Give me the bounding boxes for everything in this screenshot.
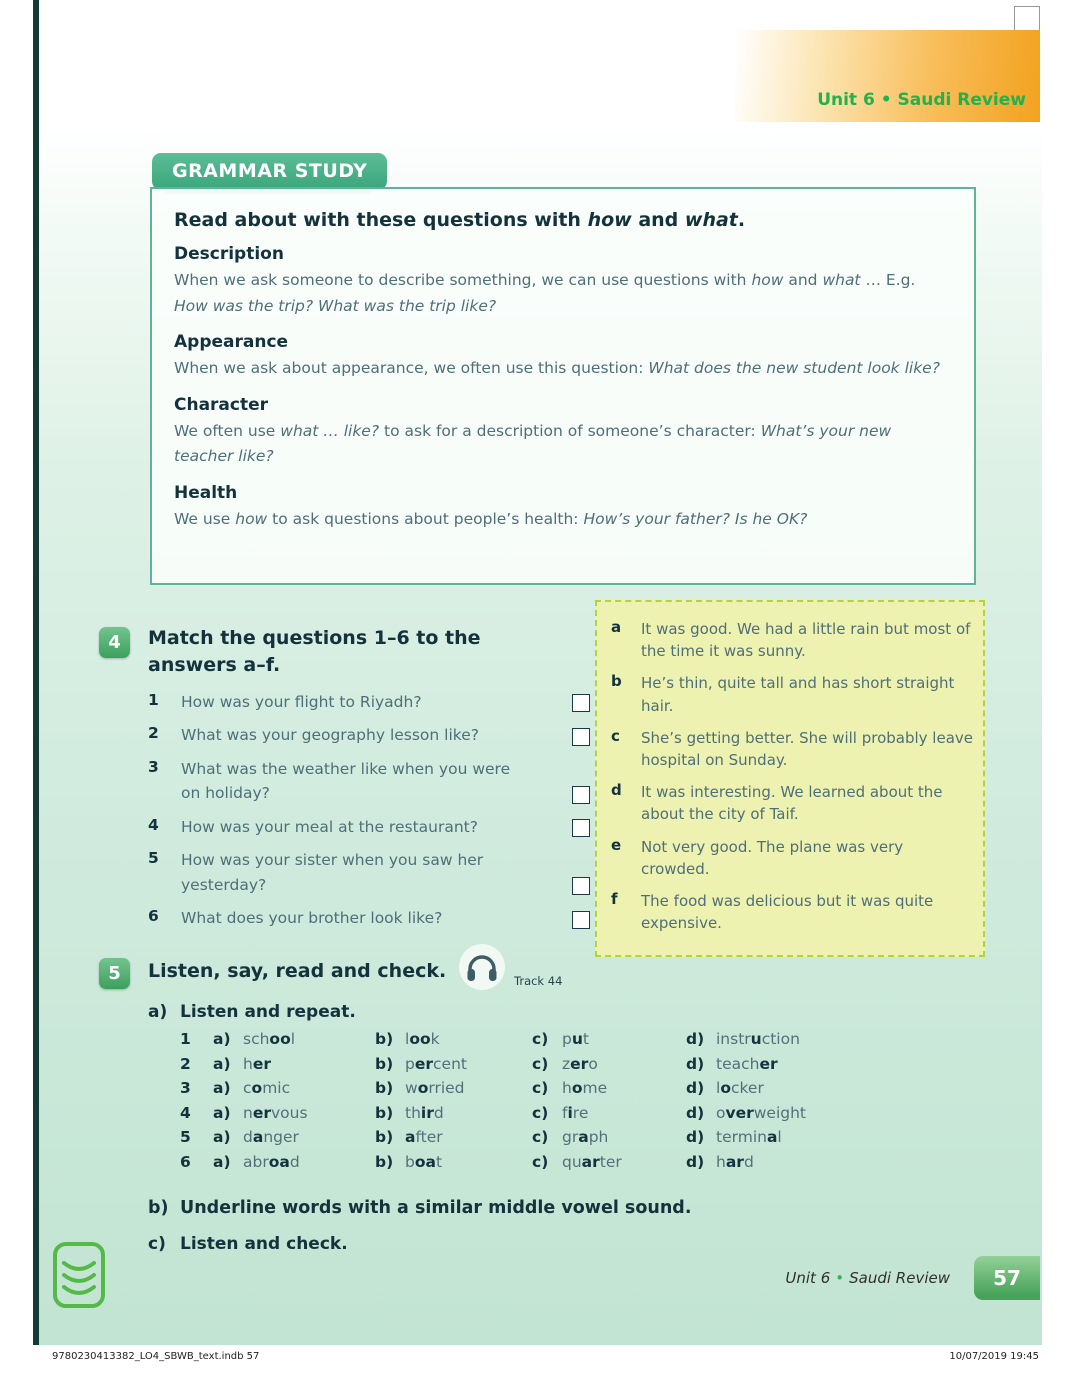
word-cell: d) instruction <box>686 1030 800 1048</box>
word-cell: b) percent <box>375 1054 467 1073</box>
question-text: What was your geography lesson like? <box>181 726 479 745</box>
row-number: 5 <box>180 1128 191 1146</box>
answer-letter: d <box>611 781 622 800</box>
word-cell: a) her <box>213 1054 271 1073</box>
question-text: How was your meal at the restaurant? <box>181 817 478 836</box>
answer-checkbox[interactable] <box>572 819 590 837</box>
part-title: Underline words with a similar middle vowel sound. <box>180 1198 692 1218</box>
question-number: 5 <box>148 849 159 868</box>
answer-letter: c <box>611 726 620 745</box>
answer-item <box>611 836 975 880</box>
word-cell: a) nervous <box>213 1103 308 1122</box>
grammar-section-heading: Health <box>174 482 238 503</box>
answer-checkbox[interactable] <box>572 694 590 712</box>
word-table <box>180 1030 930 1177</box>
part-title: Listen and check. <box>180 1234 348 1254</box>
word-cell: c) put <box>532 1030 589 1048</box>
exercise-5-part-b <box>148 1198 691 1218</box>
grammar-section-heading: Appearance <box>174 332 289 353</box>
part-label: a) <box>148 1002 168 1022</box>
answer-checkbox[interactable] <box>572 786 590 804</box>
question-number: 1 <box>148 691 159 709</box>
word-cell: c) zero <box>532 1054 598 1073</box>
grammar-section-heading: Description <box>174 244 284 264</box>
answer-item <box>611 781 975 825</box>
headphones-icon <box>459 944 505 990</box>
grammar-section-body: When we ask someone to describe something, we can use questions with how and what … E.g. How was the trip? What was the trip like? <box>174 271 916 315</box>
answer-item <box>611 672 975 716</box>
question-number: 6 <box>148 907 159 926</box>
question-row <box>148 690 590 714</box>
grammar-title: Read about with these questions with how and what. <box>174 209 746 231</box>
answer-text: It was good. We had a little rain but most of the time it was sunny. <box>641 620 971 661</box>
word-cell: b) after <box>375 1128 443 1146</box>
word-cell: c) home <box>532 1079 608 1097</box>
answer-checkbox[interactable] <box>572 911 590 929</box>
answer-text: He’s thin, quite tall and has short straight hair. <box>641 674 955 715</box>
unit-header-label: Unit 6 • Saudi Review <box>817 90 1026 110</box>
question-text: What was the weather like when you were on holiday? <box>181 759 511 803</box>
word-cell: a) danger <box>213 1128 299 1146</box>
question-text: What does your brother look like? <box>181 909 443 928</box>
word-cell: b) worried <box>375 1079 465 1097</box>
row-number: 6 <box>180 1152 191 1171</box>
exercise-5-part-a <box>148 1002 356 1022</box>
grammar-study-badge: GRAMMAR STUDY <box>152 153 387 190</box>
answer-item <box>611 727 975 771</box>
exercise-5-part-c <box>148 1234 348 1254</box>
answer-checkbox[interactable] <box>572 728 590 746</box>
answer-item <box>611 890 975 934</box>
exercise-5-title: Listen, say, read and check. <box>148 960 447 982</box>
exercise-4-number-badge: 4 <box>99 627 130 658</box>
answer-checkbox[interactable] <box>572 877 590 895</box>
print-info-right: 10/07/2019 19:45 <box>949 1351 1039 1362</box>
word-cell: b) boat <box>375 1152 443 1171</box>
print-info-left: 9780230413382_LO4_SBWB_text.indb 57 <box>52 1351 260 1362</box>
word-cell: c) fire <box>532 1103 589 1122</box>
unit-header-band <box>735 30 1040 122</box>
question-text: How was your flight to Riyadh? <box>181 693 422 711</box>
answer-letter: b <box>611 672 622 691</box>
page-spine-edge <box>33 0 39 1345</box>
word-cell: a) school <box>213 1030 296 1048</box>
grammar-section-body: When we ask about appearance, we often use this question: What does the new student look like? <box>174 359 940 378</box>
word-row <box>180 1153 930 1171</box>
exercise-5-number-badge: 5 <box>99 958 130 989</box>
answer-text: The food was delicious but it was quite expensive. <box>641 891 934 933</box>
word-cell: a) comic <box>213 1079 291 1097</box>
answer-item <box>611 618 975 662</box>
exercise-4-questions <box>148 690 590 940</box>
row-number: 1 <box>180 1030 191 1048</box>
word-row <box>180 1030 930 1048</box>
exercise-4-title: Match the questions 1–6 to the answers a–f. <box>148 627 481 676</box>
word-row <box>180 1104 930 1122</box>
word-cell: d) overweight <box>686 1103 807 1122</box>
answer-text: It was interesting. We learned about the about the city of Taif. <box>641 783 943 824</box>
question-number: 3 <box>148 757 159 776</box>
grammar-section-body: We often use what … like? to ask for a description of someone’s character: What’s your new teacher like? <box>174 421 892 466</box>
part-title: Listen and repeat. <box>180 1002 356 1022</box>
part-label: b) <box>148 1198 169 1218</box>
publisher-logo <box>52 1240 106 1316</box>
question-row <box>148 848 590 897</box>
question-row <box>148 723 590 747</box>
row-number: 2 <box>180 1054 191 1073</box>
word-cell: c) quarter <box>532 1152 622 1171</box>
question-number: 4 <box>148 815 159 834</box>
question-row <box>148 815 590 839</box>
grammar-section-heading: Character <box>174 394 269 415</box>
word-row <box>180 1079 930 1097</box>
footer-section: Saudi Review <box>849 1269 950 1287</box>
word-cell: c) graph <box>532 1128 609 1146</box>
page-footer <box>640 1269 950 1287</box>
answer-letter: f <box>611 889 618 908</box>
answer-letter: a <box>611 618 622 636</box>
word-cell: d) locker <box>686 1079 764 1097</box>
track-label: Track 44 <box>514 974 563 988</box>
question-text: How was your sister when you saw her yesterday? <box>181 851 484 894</box>
answers-box <box>595 600 985 957</box>
answer-letter: e <box>611 835 622 854</box>
answer-text: She’s getting better. She will probably leave hospital on Sunday. <box>641 728 973 769</box>
page-number-badge: 57 <box>974 1256 1040 1300</box>
word-cell: a) abroad <box>213 1152 300 1171</box>
word-row <box>180 1128 930 1146</box>
question-number: 2 <box>148 724 159 743</box>
part-label: c) <box>148 1234 166 1254</box>
word-cell: d) terminal <box>686 1128 782 1146</box>
row-number: 3 <box>180 1079 191 1097</box>
footer-bullet: • <box>835 1269 845 1287</box>
footer-unit: Unit 6 <box>785 1269 831 1287</box>
answer-text: Not very good. The plane was very crowded. <box>641 837 904 878</box>
grammar-section-body: We use how to ask questions about people’s health: How’s your father? Is he OK? <box>174 509 808 528</box>
question-row <box>148 906 590 930</box>
row-number: 4 <box>180 1103 191 1122</box>
word-cell: d) hard <box>686 1152 754 1171</box>
question-row <box>148 757 590 806</box>
word-row <box>180 1055 930 1073</box>
word-cell: d) teacher <box>686 1054 778 1073</box>
word-cell: b) look <box>375 1030 440 1048</box>
word-cell: b) third <box>375 1103 444 1122</box>
grammar-study-box <box>150 187 976 585</box>
